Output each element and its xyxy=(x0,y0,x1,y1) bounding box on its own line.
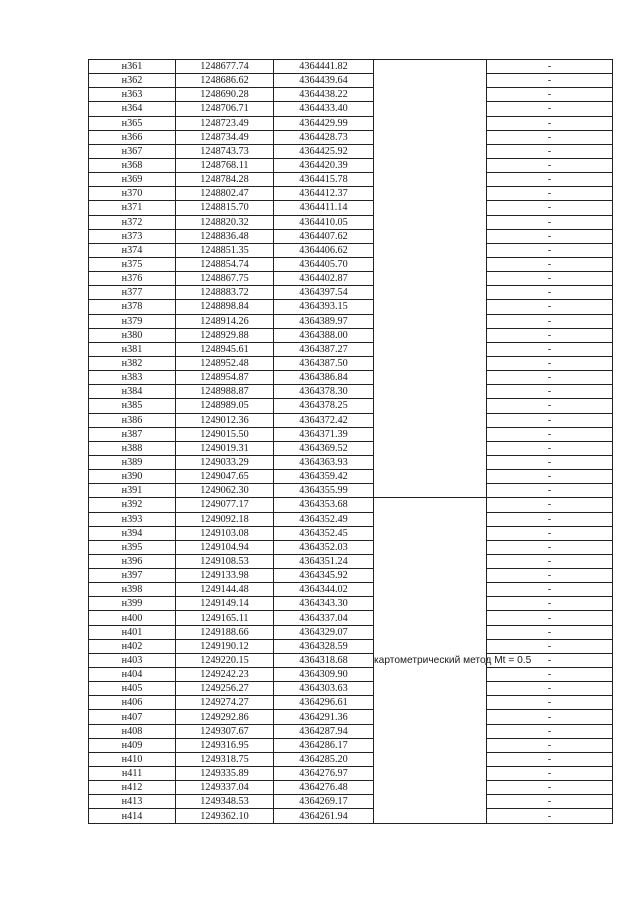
accuracy-cell: - xyxy=(487,300,613,314)
coord-x-cell: 1248836.48 xyxy=(176,229,274,243)
point-id-cell: н380 xyxy=(89,328,176,342)
table-row xyxy=(89,484,613,498)
coord-y-cell: 4364411.14 xyxy=(274,201,374,215)
table-row xyxy=(89,540,613,554)
accuracy-cell: - xyxy=(487,710,613,724)
coord-x-cell: 1249047.65 xyxy=(176,470,274,484)
coord-x-cell: 1249104.94 xyxy=(176,540,274,554)
point-id-cell: н371 xyxy=(89,201,176,215)
point-id-cell: н385 xyxy=(89,399,176,413)
coord-y-cell: 4364276.97 xyxy=(274,767,374,781)
point-id-cell: н363 xyxy=(89,88,176,102)
point-id-cell: н396 xyxy=(89,554,176,568)
table-row xyxy=(89,328,613,342)
point-id-cell: н391 xyxy=(89,484,176,498)
table-row xyxy=(89,767,613,781)
accuracy-cell: - xyxy=(487,60,613,74)
coord-x-cell: 1249149.14 xyxy=(176,597,274,611)
point-id-cell: н384 xyxy=(89,385,176,399)
point-id-cell: н387 xyxy=(89,427,176,441)
point-id-cell: н409 xyxy=(89,738,176,752)
point-id-cell: н370 xyxy=(89,187,176,201)
coord-x-cell: 1248677.74 xyxy=(176,60,274,74)
coord-y-cell: 4364345.92 xyxy=(274,569,374,583)
point-id-cell: н369 xyxy=(89,173,176,187)
accuracy-cell: - xyxy=(487,286,613,300)
point-id-cell: н366 xyxy=(89,130,176,144)
table-row xyxy=(89,102,613,116)
coord-x-cell: 1248914.26 xyxy=(176,314,274,328)
coord-x-cell: 1249274.27 xyxy=(176,696,274,710)
point-id-cell: н414 xyxy=(89,809,176,823)
coord-x-cell: 1248784.28 xyxy=(176,173,274,187)
point-id-cell: н412 xyxy=(89,781,176,795)
point-id-cell: н372 xyxy=(89,215,176,229)
accuracy-cell: - xyxy=(487,498,613,512)
table-row xyxy=(89,356,613,370)
coordinates-table xyxy=(88,59,613,824)
accuracy-cell: - xyxy=(487,668,613,682)
coord-y-cell: 4364296.61 xyxy=(274,696,374,710)
coord-y-cell: 4364406.62 xyxy=(274,243,374,257)
accuracy-cell: - xyxy=(487,470,613,484)
accuracy-cell: - xyxy=(487,484,613,498)
coord-y-cell: 4364353.68 xyxy=(274,498,374,512)
table-row xyxy=(89,385,613,399)
coord-x-cell: 1248929.88 xyxy=(176,328,274,342)
table-row xyxy=(89,399,613,413)
coord-x-cell: 1249077.17 xyxy=(176,498,274,512)
coord-x-cell: 1249190.12 xyxy=(176,639,274,653)
table-row xyxy=(89,781,613,795)
table-row xyxy=(89,752,613,766)
coord-y-cell: 4364378.30 xyxy=(274,385,374,399)
table-row xyxy=(89,243,613,257)
accuracy-cell: - xyxy=(487,696,613,710)
coord-x-cell: 1248690.28 xyxy=(176,88,274,102)
table-row xyxy=(89,144,613,158)
table-row xyxy=(89,215,613,229)
coord-y-cell: 4364402.87 xyxy=(274,272,374,286)
accuracy-cell: - xyxy=(487,653,613,667)
table-row xyxy=(89,229,613,243)
accuracy-cell: - xyxy=(487,116,613,130)
coord-x-cell: 1248723.49 xyxy=(176,116,274,130)
accuracy-cell: - xyxy=(487,441,613,455)
coord-x-cell: 1248706.71 xyxy=(176,102,274,116)
coord-x-cell: 1249092.18 xyxy=(176,512,274,526)
table-row xyxy=(89,173,613,187)
table-row xyxy=(89,130,613,144)
accuracy-cell: - xyxy=(487,229,613,243)
accuracy-cell: - xyxy=(487,809,613,823)
accuracy-cell: - xyxy=(487,526,613,540)
point-id-cell: н374 xyxy=(89,243,176,257)
table-row xyxy=(89,158,613,172)
coord-x-cell: 1249348.53 xyxy=(176,795,274,809)
coord-x-cell: 1249133.98 xyxy=(176,569,274,583)
coord-x-cell: 1249165.11 xyxy=(176,611,274,625)
accuracy-cell: - xyxy=(487,173,613,187)
table-row xyxy=(89,597,613,611)
method-cell: картометрический метод Mt = 0.5 xyxy=(374,498,487,823)
point-id-cell: н362 xyxy=(89,74,176,88)
accuracy-cell: - xyxy=(487,356,613,370)
coord-x-cell: 1248954.87 xyxy=(176,371,274,385)
coord-y-cell: 4364352.45 xyxy=(274,526,374,540)
coord-y-cell: 4364369.52 xyxy=(274,441,374,455)
accuracy-cell: - xyxy=(487,724,613,738)
coordinates-table-body xyxy=(89,60,613,824)
point-id-cell: н399 xyxy=(89,597,176,611)
point-id-cell: н404 xyxy=(89,668,176,682)
accuracy-cell: - xyxy=(487,328,613,342)
coord-x-cell: 1249242.23 xyxy=(176,668,274,682)
point-id-cell: н410 xyxy=(89,752,176,766)
coord-y-cell: 4364387.50 xyxy=(274,356,374,370)
coord-x-cell: 1249362.10 xyxy=(176,809,274,823)
coord-x-cell: 1249033.29 xyxy=(176,455,274,469)
table-row xyxy=(89,314,613,328)
point-id-cell: н375 xyxy=(89,257,176,271)
coord-y-cell: 4364329.07 xyxy=(274,625,374,639)
accuracy-cell: - xyxy=(487,102,613,116)
coord-y-cell: 4364397.54 xyxy=(274,286,374,300)
coord-x-cell: 1249316.95 xyxy=(176,738,274,752)
table-row xyxy=(89,639,613,653)
table-row xyxy=(89,569,613,583)
table-row xyxy=(89,413,613,427)
accuracy-cell: - xyxy=(487,74,613,88)
coord-y-cell: 4364438.22 xyxy=(274,88,374,102)
point-id-cell: н381 xyxy=(89,342,176,356)
coord-y-cell: 4364425.92 xyxy=(274,144,374,158)
accuracy-cell: - xyxy=(487,682,613,696)
coord-x-cell: 1248945.61 xyxy=(176,342,274,356)
coord-y-cell: 4364393.15 xyxy=(274,300,374,314)
accuracy-cell: - xyxy=(487,554,613,568)
coord-x-cell: 1248989.05 xyxy=(176,399,274,413)
table-row xyxy=(89,272,613,286)
point-id-cell: н400 xyxy=(89,611,176,625)
table-row xyxy=(89,74,613,88)
coord-y-cell: 4364303.63 xyxy=(274,682,374,696)
accuracy-cell: - xyxy=(487,342,613,356)
coord-x-cell: 1248851.35 xyxy=(176,243,274,257)
coord-x-cell: 1248743.73 xyxy=(176,144,274,158)
coord-x-cell: 1249103.08 xyxy=(176,526,274,540)
point-id-cell: н382 xyxy=(89,356,176,370)
point-id-cell: н405 xyxy=(89,682,176,696)
accuracy-cell: - xyxy=(487,399,613,413)
coord-y-cell: 4364386.84 xyxy=(274,371,374,385)
point-id-cell: н361 xyxy=(89,60,176,74)
coord-y-cell: 4364352.49 xyxy=(274,512,374,526)
accuracy-cell: - xyxy=(487,611,613,625)
point-id-cell: н408 xyxy=(89,724,176,738)
coord-y-cell: 4364287.94 xyxy=(274,724,374,738)
table-row xyxy=(89,625,613,639)
accuracy-cell: - xyxy=(487,243,613,257)
coord-y-cell: 4364415.78 xyxy=(274,173,374,187)
coord-x-cell: 1249335.89 xyxy=(176,767,274,781)
table-row xyxy=(89,583,613,597)
table-row xyxy=(89,724,613,738)
coord-x-cell: 1248768.11 xyxy=(176,158,274,172)
coord-y-cell: 4364389.97 xyxy=(274,314,374,328)
point-id-cell: н368 xyxy=(89,158,176,172)
coord-y-cell: 4364441.82 xyxy=(274,60,374,74)
coord-y-cell: 4364405.70 xyxy=(274,257,374,271)
accuracy-cell: - xyxy=(487,569,613,583)
coord-y-cell: 4364407.62 xyxy=(274,229,374,243)
accuracy-cell: - xyxy=(487,314,613,328)
coord-x-cell: 1249144.48 xyxy=(176,583,274,597)
coord-x-cell: 1249307.67 xyxy=(176,724,274,738)
accuracy-cell: - xyxy=(487,130,613,144)
coord-x-cell: 1248802.47 xyxy=(176,187,274,201)
coord-x-cell: 1249015.50 xyxy=(176,427,274,441)
coord-x-cell: 1248820.32 xyxy=(176,215,274,229)
accuracy-cell: - xyxy=(487,272,613,286)
coord-y-cell: 4364433.40 xyxy=(274,102,374,116)
table-row xyxy=(89,611,613,625)
coord-y-cell: 4364276.48 xyxy=(274,781,374,795)
coord-y-cell: 4364439.64 xyxy=(274,74,374,88)
point-id-cell: н394 xyxy=(89,526,176,540)
coord-x-cell: 1249337.04 xyxy=(176,781,274,795)
coord-y-cell: 4364318.68 xyxy=(274,653,374,667)
table-row xyxy=(89,668,613,682)
coord-x-cell: 1249220.15 xyxy=(176,653,274,667)
table-row xyxy=(89,427,613,441)
point-id-cell: н373 xyxy=(89,229,176,243)
coord-x-cell: 1249108.53 xyxy=(176,554,274,568)
coord-x-cell: 1249188.66 xyxy=(176,625,274,639)
accuracy-cell: - xyxy=(487,371,613,385)
coord-y-cell: 4364428.73 xyxy=(274,130,374,144)
table-row xyxy=(89,371,613,385)
table-row xyxy=(89,201,613,215)
coord-x-cell: 1248988.87 xyxy=(176,385,274,399)
accuracy-cell: - xyxy=(487,767,613,781)
coord-y-cell: 4364344.02 xyxy=(274,583,374,597)
coord-y-cell: 4364343.30 xyxy=(274,597,374,611)
point-id-cell: н403 xyxy=(89,653,176,667)
accuracy-cell: - xyxy=(487,201,613,215)
point-id-cell: н383 xyxy=(89,371,176,385)
accuracy-cell: - xyxy=(487,625,613,639)
table-row xyxy=(89,653,613,667)
table-row xyxy=(89,498,613,512)
coord-y-cell: 4364328.59 xyxy=(274,639,374,653)
point-id-cell: н395 xyxy=(89,540,176,554)
coord-y-cell: 4364351.24 xyxy=(274,554,374,568)
point-id-cell: н364 xyxy=(89,102,176,116)
point-id-cell: н401 xyxy=(89,625,176,639)
coord-x-cell: 1248898.84 xyxy=(176,300,274,314)
coord-x-cell: 1249062.30 xyxy=(176,484,274,498)
accuracy-cell: - xyxy=(487,455,613,469)
accuracy-cell: - xyxy=(487,88,613,102)
coord-y-cell: 4364388.00 xyxy=(274,328,374,342)
table-row xyxy=(89,512,613,526)
point-id-cell: н386 xyxy=(89,413,176,427)
coord-y-cell: 4364410.05 xyxy=(274,215,374,229)
coord-x-cell: 1249256.27 xyxy=(176,682,274,696)
point-id-cell: н379 xyxy=(89,314,176,328)
table-row xyxy=(89,738,613,752)
accuracy-cell: - xyxy=(487,795,613,809)
accuracy-cell: - xyxy=(487,158,613,172)
coord-x-cell: 1248854.74 xyxy=(176,257,274,271)
accuracy-cell: - xyxy=(487,257,613,271)
coord-x-cell: 1248734.49 xyxy=(176,130,274,144)
coord-y-cell: 4364420.39 xyxy=(274,158,374,172)
table-row xyxy=(89,300,613,314)
table-row xyxy=(89,526,613,540)
accuracy-cell: - xyxy=(487,583,613,597)
coord-y-cell: 4364285.20 xyxy=(274,752,374,766)
accuracy-cell: - xyxy=(487,540,613,554)
point-id-cell: н402 xyxy=(89,639,176,653)
table-row xyxy=(89,696,613,710)
point-id-cell: н367 xyxy=(89,144,176,158)
table-row xyxy=(89,710,613,724)
point-id-cell: н406 xyxy=(89,696,176,710)
coord-y-cell: 4364378.25 xyxy=(274,399,374,413)
coord-x-cell: 1248815.70 xyxy=(176,201,274,215)
point-id-cell: н388 xyxy=(89,441,176,455)
table-row xyxy=(89,795,613,809)
table-row xyxy=(89,187,613,201)
coord-y-cell: 4364412.37 xyxy=(274,187,374,201)
table-row xyxy=(89,116,613,130)
table-row xyxy=(89,554,613,568)
point-id-cell: н390 xyxy=(89,470,176,484)
table-row xyxy=(89,257,613,271)
table-row xyxy=(89,286,613,300)
table-row xyxy=(89,455,613,469)
accuracy-cell: - xyxy=(487,639,613,653)
accuracy-cell: - xyxy=(487,752,613,766)
coord-y-cell: 4364355.99 xyxy=(274,484,374,498)
point-id-cell: н378 xyxy=(89,300,176,314)
accuracy-cell: - xyxy=(487,512,613,526)
coord-x-cell: 1248867.75 xyxy=(176,272,274,286)
table-row xyxy=(89,60,613,74)
coord-y-cell: 4364359.42 xyxy=(274,470,374,484)
coord-x-cell: 1249012.36 xyxy=(176,413,274,427)
point-id-cell: н376 xyxy=(89,272,176,286)
accuracy-cell: - xyxy=(487,427,613,441)
coord-y-cell: 4364261.94 xyxy=(274,809,374,823)
point-id-cell: н411 xyxy=(89,767,176,781)
coord-y-cell: 4364269.17 xyxy=(274,795,374,809)
coord-y-cell: 4364352.03 xyxy=(274,540,374,554)
table-row xyxy=(89,809,613,823)
accuracy-cell: - xyxy=(487,385,613,399)
accuracy-cell: - xyxy=(487,413,613,427)
point-id-cell: н393 xyxy=(89,512,176,526)
table-row xyxy=(89,88,613,102)
point-id-cell: н365 xyxy=(89,116,176,130)
point-id-cell: н392 xyxy=(89,498,176,512)
table-row xyxy=(89,342,613,356)
coord-y-cell: 4364309.90 xyxy=(274,668,374,682)
accuracy-cell: - xyxy=(487,215,613,229)
coord-y-cell: 4364291.36 xyxy=(274,710,374,724)
coord-y-cell: 4364371.39 xyxy=(274,427,374,441)
coord-x-cell: 1248883.72 xyxy=(176,286,274,300)
point-id-cell: н413 xyxy=(89,795,176,809)
coord-y-cell: 4364337.04 xyxy=(274,611,374,625)
coord-x-cell: 1249292.86 xyxy=(176,710,274,724)
table-row xyxy=(89,682,613,696)
coord-y-cell: 4364286.17 xyxy=(274,738,374,752)
coord-x-cell: 1249019.31 xyxy=(176,441,274,455)
coord-y-cell: 4364363.93 xyxy=(274,455,374,469)
accuracy-cell: - xyxy=(487,144,613,158)
coord-y-cell: 4364372.42 xyxy=(274,413,374,427)
accuracy-cell: - xyxy=(487,597,613,611)
point-id-cell: н397 xyxy=(89,569,176,583)
coord-y-cell: 4364387.27 xyxy=(274,342,374,356)
point-id-cell: н398 xyxy=(89,583,176,597)
point-id-cell: н407 xyxy=(89,710,176,724)
coord-x-cell: 1248686.62 xyxy=(176,74,274,88)
table-row xyxy=(89,470,613,484)
coord-x-cell: 1248952.48 xyxy=(176,356,274,370)
accuracy-cell: - xyxy=(487,187,613,201)
point-id-cell: н377 xyxy=(89,286,176,300)
method-cell-empty xyxy=(374,60,487,498)
accuracy-cell: - xyxy=(487,738,613,752)
coord-y-cell: 4364429.99 xyxy=(274,116,374,130)
accuracy-cell: - xyxy=(487,781,613,795)
table-row xyxy=(89,441,613,455)
point-id-cell: н389 xyxy=(89,455,176,469)
coord-x-cell: 1249318.75 xyxy=(176,752,274,766)
